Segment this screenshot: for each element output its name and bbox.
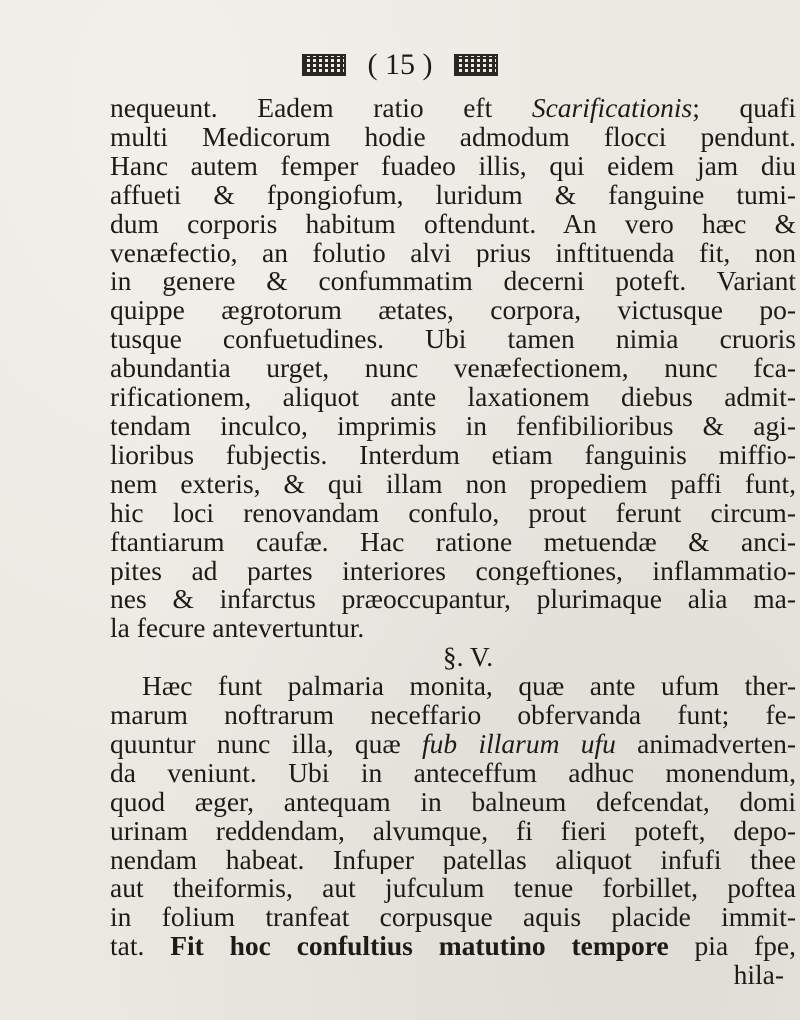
text-line: dum corporis habitum oftendunt. An vero hæc & [110, 209, 796, 239]
text-line: pites ad partes interiores congeftiones, inflammatio- [110, 556, 796, 586]
text-line: venæfectio, an folutio alvi prius inftituenda fit, non [110, 238, 796, 268]
right-ornament [454, 54, 498, 76]
left-ornament [302, 54, 346, 76]
text-line: quippe ægrotorum ætates, corpora, victusque po- [110, 296, 796, 326]
text-line: hic loci renovandam confulo, prout ferunt circum- [110, 498, 796, 528]
catchword: hila- [733, 959, 784, 991]
page-number: ( 15 ) [367, 48, 433, 82]
text-line: tendam inculco, imprimis in fenfibilioribus & agi- [110, 411, 796, 441]
text-line: lioribus fubjectis. Interdum etiam fanguinis miffio- [110, 440, 796, 470]
text-line: da veniunt. Ubi in anteceffum adhuc monendum, [110, 758, 796, 788]
text-line: Hanc autem femper fuadeo illis, qui eidem jam diu [110, 151, 796, 181]
text-line: affueti & fpongiofum, luridum & fanguine tumi- [110, 180, 796, 210]
text-line: quod æger, antequam in balneum defcendat, domi [110, 787, 796, 817]
text-line: Hæc funt palmaria monita, quæ ante ufum ther- [142, 672, 796, 702]
text-line: nes & infarctus præoccupantur, plurimaque alia ma- [110, 585, 796, 615]
text-line: rificationem, aliquot ante laxationem diebus admit- [110, 383, 796, 412]
text-line: tusque confuetudines. Ubi tamen nimia cruoris [110, 325, 796, 355]
text-line: quuntur nunc illa, quæ fub illarum ufu animadverten- [110, 729, 796, 759]
section-heading: §. V. [442, 643, 494, 673]
text-line: multi Medicorum hodie admodum flocci pendunt. [110, 122, 796, 152]
page-header [0, 48, 800, 80]
text-line: nendam habeat. Infuper patellas aliquot infufi thee [110, 845, 796, 875]
text-line: nequeunt. Eadem ratio eft Scarificationis; quafi [110, 94, 796, 123]
text-line: ftantiarum caufæ. Hac ratione metuendæ & anci- [110, 527, 796, 557]
text-line: aut theiformis, aut jufculum tenue forbillet, poftea [110, 874, 796, 904]
text-line: abundantia urget, nunc venæfectionem, nunc fca- [110, 354, 796, 384]
text-line: in folium tranfeat corpusque aquis placide immit- [110, 903, 796, 933]
text-line: urinam reddendam, alvumque, fi fieri poteft, depo- [110, 816, 796, 846]
text-line: in genere & confummatim decerni poteft. Variant [110, 267, 796, 297]
text-line: marum noftrarum neceffario obfervanda funt; fe- [110, 701, 796, 730]
text-line: la fecure antevertuntur. [110, 614, 365, 644]
text-line: tat. Fit hoc confultius matutino tempore pia fpe, [110, 932, 796, 962]
body-text [110, 94, 796, 990]
text-line: nem exteris, & qui illam non propediem paffi funt, [110, 469, 796, 499]
